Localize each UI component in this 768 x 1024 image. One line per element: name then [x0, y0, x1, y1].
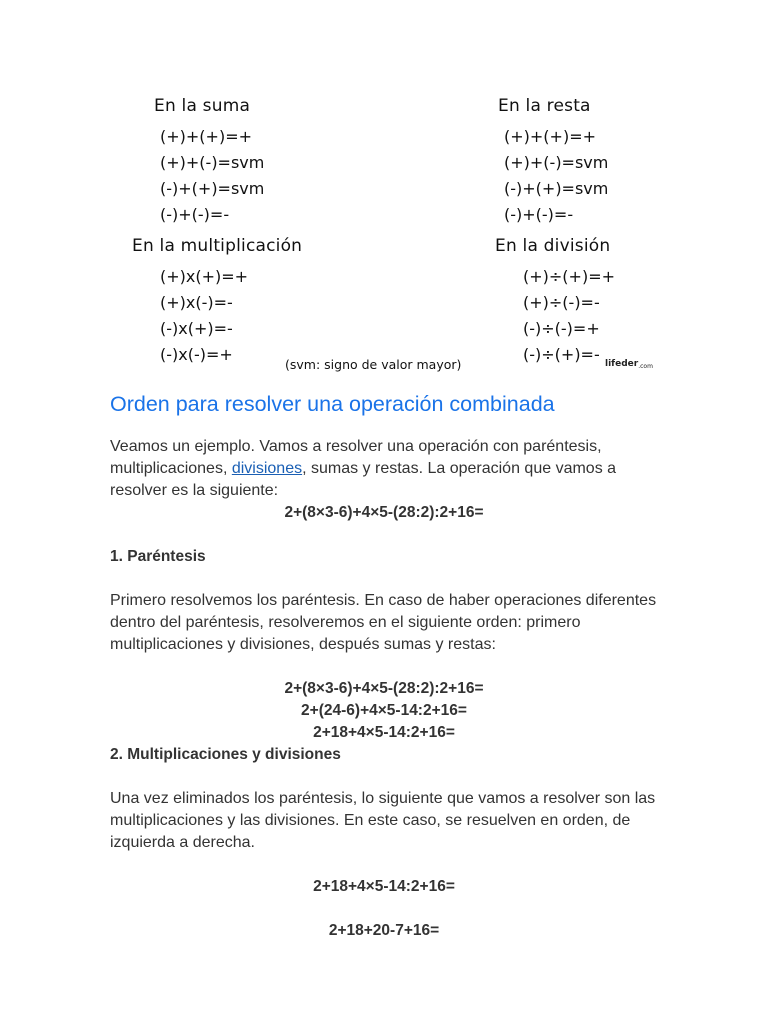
sign-rule: (+)÷(-)=- — [523, 293, 600, 312]
logo-text: lifeder — [605, 359, 639, 369]
sign-rule: (+)x(-)=- — [160, 293, 233, 312]
step2-paragraph: Una vez eliminados los paréntesis, lo siguiente que vamos a resolver son las multiplicaciones y las divisiones. En este caso, se resuelven en orden, de izquierda a derecha. — [110, 790, 656, 851]
step1-equation: 2+(8×3-6)+4×5-(28:2):2+16= — [284, 680, 484, 697]
sign-rule: (-)+(-)=- — [504, 205, 574, 224]
step2-equation: 2+18+4×5-14:2+16= — [313, 878, 455, 895]
sign-rules-resta — [498, 96, 608, 228]
sign-rules-figure — [130, 92, 655, 377]
step2-equation: 2+18+20-7+16= — [328, 922, 440, 939]
sign-rule: (+)+(-)=svm — [160, 153, 265, 172]
main-equation: 2+(8×3-6)+4×5-(28:2):2+16= — [284, 504, 484, 521]
sign-rules-suma — [154, 96, 264, 228]
sign-rule: (+)÷(+)=+ — [523, 267, 615, 286]
sign-rule: (+)+(-)=svm — [504, 153, 609, 172]
sign-rule: (-)÷(+)=- — [523, 345, 600, 364]
sign-rule: (+)+(+)=+ — [160, 127, 252, 146]
step1-paragraph: Primero resolvemos los paréntesis. En caso de haber operaciones diferentes dentro del paréntesis, resolveremos en el siguiente orden: primero multiplicaciones y divisiones, después sumas y restas: — [110, 592, 657, 653]
sign-rules-division-title: En la división — [495, 236, 611, 256]
sign-rules-division — [495, 236, 615, 368]
lifeder-logo — [605, 359, 653, 370]
sign-rule: (+)+(+)=+ — [504, 127, 596, 146]
step1-heading: 1. Paréntesis — [110, 548, 206, 565]
step1-equation: 2+18+4×5-14:2+16= — [313, 724, 455, 741]
step1-equation: 2+(24-6)+4×5-14:2+16= — [301, 702, 467, 719]
svm-note: (svm: signo de valor mayor) — [285, 357, 462, 372]
logo-suffix: .com — [638, 363, 653, 370]
article-body — [110, 390, 658, 942]
sign-rules-multiplicacion — [132, 236, 302, 368]
sign-rules-suma-title: En la suma — [154, 96, 251, 116]
section-title: Orden para resolver una operación combinada — [110, 392, 555, 416]
step2-heading: 2. Multiplicaciones y divisiones — [110, 746, 341, 763]
intro-text-after: , sumas y restas. La operación que vamos a resolver es la siguiente: — [110, 460, 617, 499]
sign-rules-resta-title: En la resta — [498, 96, 591, 116]
sign-rule: (-)÷(-)=+ — [523, 319, 600, 338]
sign-rule: (-)+(+)=svm — [160, 179, 265, 198]
intro-paragraph — [110, 436, 658, 502]
sign-rule: (-)+(+)=svm — [504, 179, 609, 198]
sign-rules-multiplicacion-title: En la multiplicación — [132, 236, 303, 256]
sign-rule: (+)x(+)=+ — [160, 267, 249, 286]
sign-rule: (-)x(-)=+ — [160, 345, 233, 364]
intro-text-before: Veamos un ejemplo. Vamos a resolver una operación con paréntesis, multiplicaciones, — [110, 438, 602, 477]
sign-rule: (-)x(+)=- — [160, 319, 233, 338]
divisiones-link[interactable]: divisiones — [231, 460, 303, 477]
sign-rule: (-)+(-)=- — [160, 205, 230, 224]
